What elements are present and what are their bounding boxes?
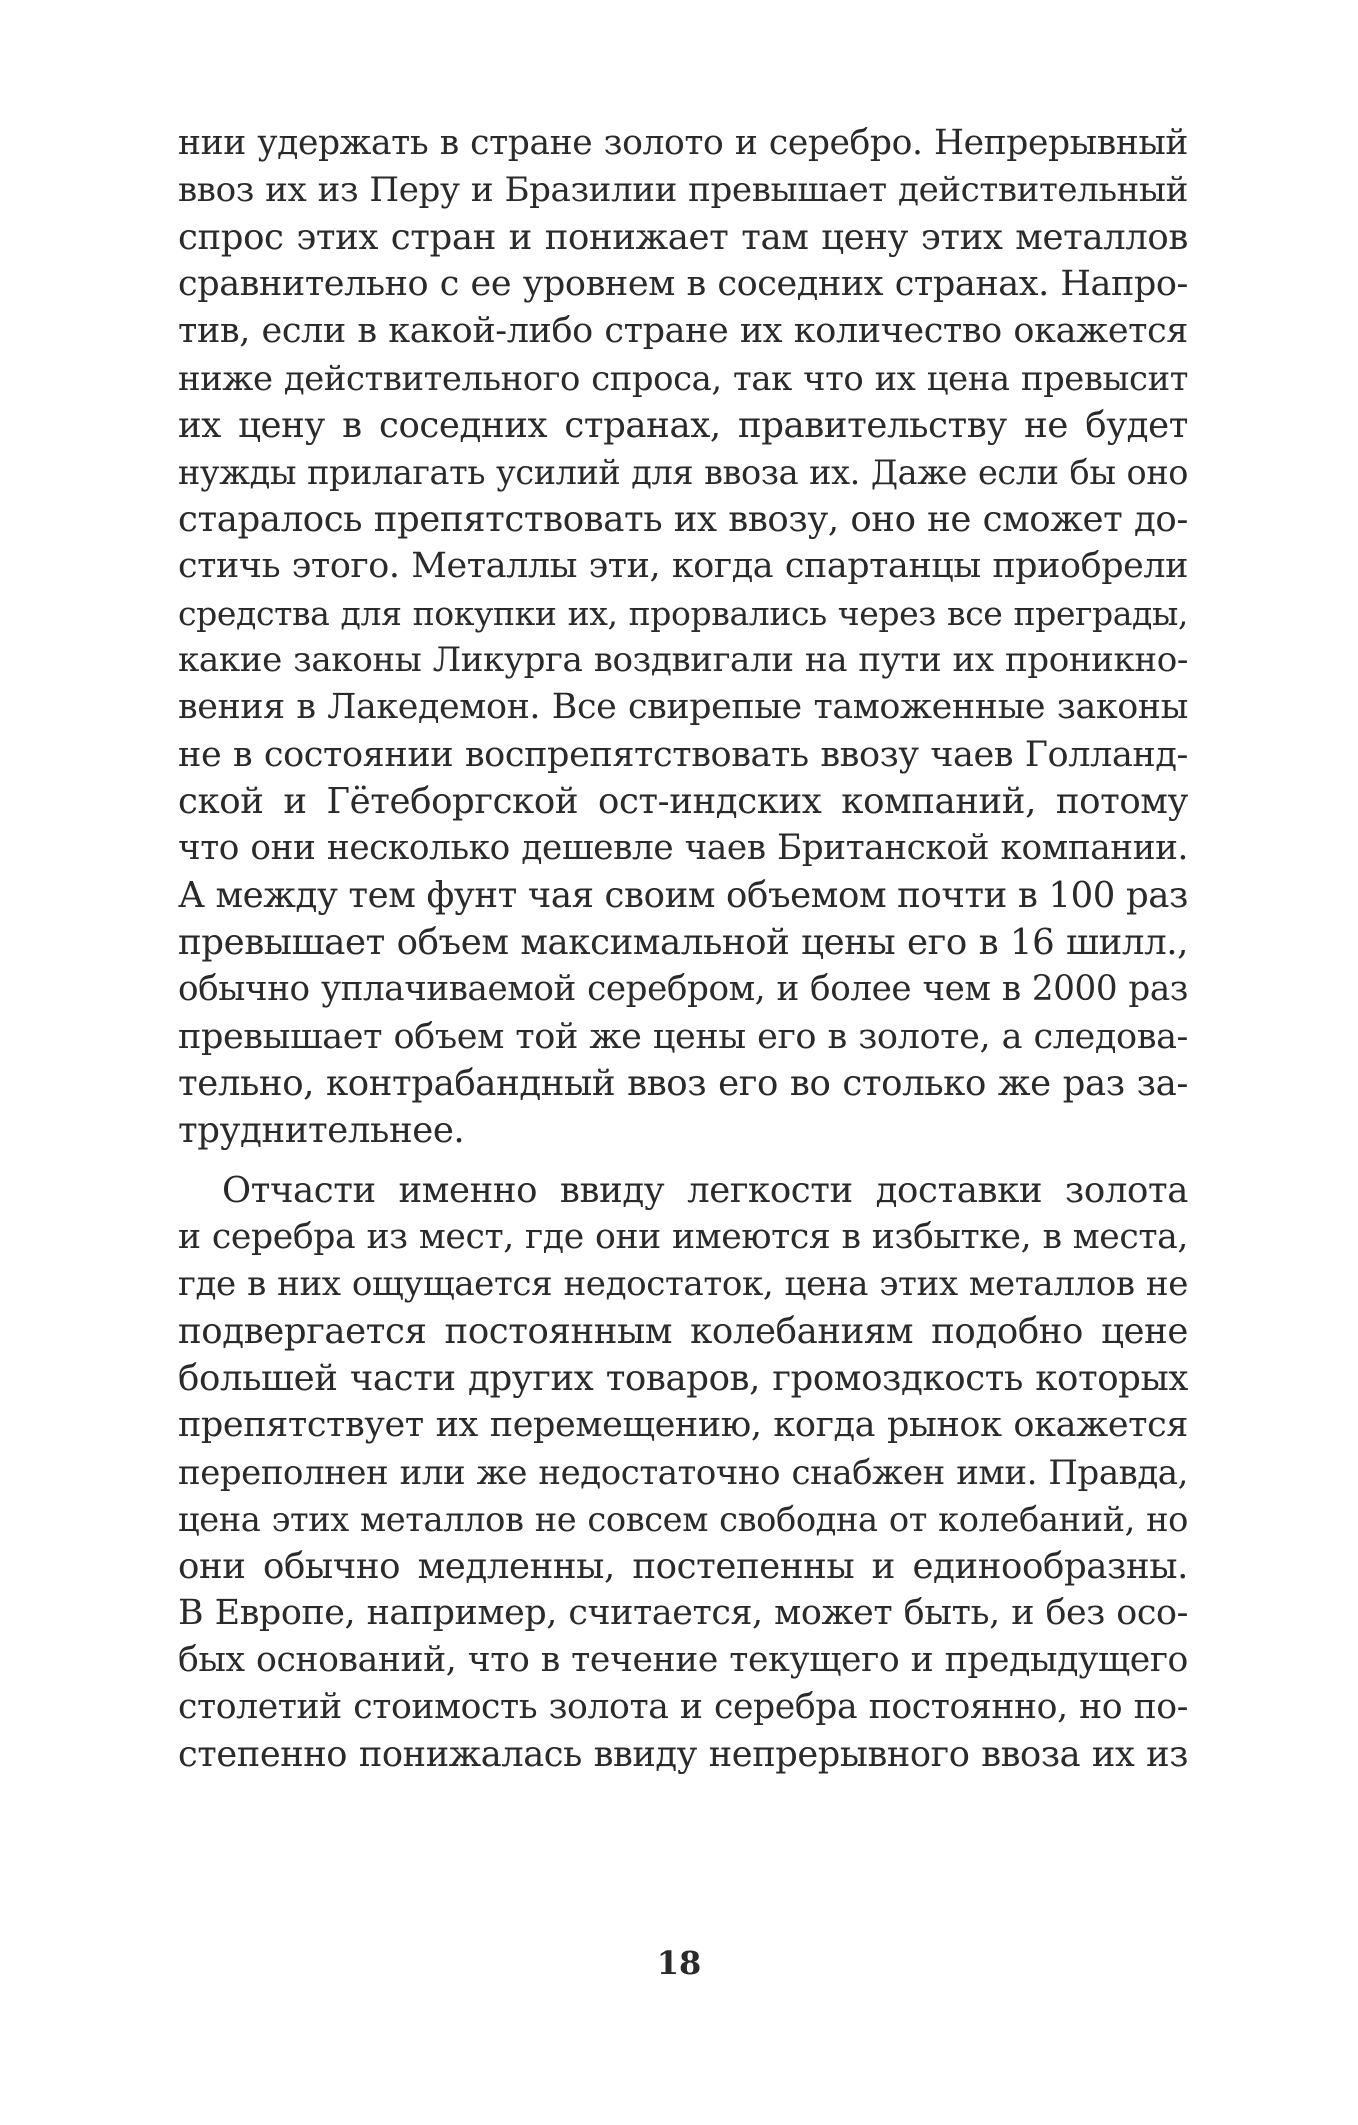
paragraph	[178, 1167, 1188, 1778]
text-line: сравнительно с ее уровнем в соседних странах. Напро-	[178, 264, 1188, 304]
text-line: тив, если в какой-либо стране их количество окажется	[178, 311, 1188, 351]
text-line: старалось препятствовать их ввозу, оно не сможет до-	[178, 499, 1188, 540]
text-line: большей части других товаров, громоздкость которых	[178, 1358, 1188, 1399]
paragraph	[178, 120, 1188, 1154]
text-line: обычно уплачиваемой серебром, и более чем в 2000 раз	[178, 969, 1188, 1009]
text-line: препятствует их перемещению, когда рынок окажется	[178, 1405, 1188, 1445]
text-line: тельно, контрабандный ввоз его во столько же раз за-	[178, 1063, 1188, 1104]
text-line: вения в Лакедемон. Все свирепые таможенные законы	[178, 687, 1188, 727]
text-line: и серебра из мест, где они имеются в избытке, в места,	[178, 1217, 1188, 1257]
text-line: какие законы Ликурга воздвигали на пути их проникно-	[178, 640, 1188, 680]
text-line: что они несколько дешевле чаев Британской компании.	[178, 828, 1188, 868]
text-line: превышает объем той же цены его в золоте, а следова-	[178, 1016, 1188, 1057]
text-line: превышает объем максимальной цены его в 16 шилл.,	[178, 922, 1188, 963]
text-line: степенно понижалась ввиду непрерывного ввоза их из	[178, 1734, 1188, 1775]
text-line: труднительнее.	[178, 1110, 465, 1151]
text-line: нии удержать в стране золото и серебро. Непрерывный	[178, 123, 1188, 163]
text-line: где в них ощущается недостаток, цена этих металлов не	[178, 1264, 1188, 1304]
text-line: нужды прилагать усилий для ввоза их. Даже если бы оно	[178, 453, 1188, 492]
text-line: они обычно медленны, постепенны и единообразны.	[178, 1546, 1188, 1587]
paragraph-gap	[178, 1154, 1188, 1167]
page-number: 18	[656, 1944, 702, 1982]
text-line: столетий стоимость золота и серебра постоянно, но по-	[178, 1687, 1188, 1727]
text-line: их цену в соседних странах, правительству не будет	[178, 405, 1188, 446]
text-line: переполнен или же недостаточно снабжен ими. Правда,	[178, 1453, 1188, 1492]
text-line: не в состоянии воспрепятствовать ввозу чаев Голланд-	[178, 734, 1188, 775]
text-line: спрос этих стран и понижает там цену этих металлов	[178, 217, 1188, 258]
text-line: стичь этого. Металлы эти, когда спартанцы приобрели	[178, 546, 1188, 586]
text-line: ской и Гётеборгской ост-индских компаний, потому	[178, 781, 1188, 822]
text-line: средства для покупки их, прорвались через все преграды,	[178, 594, 1188, 633]
text-line: цена этих металлов не совсем свободна от колебаний, но	[178, 1500, 1188, 1539]
text-line: ниже действительного спроса, так что их цена превысит	[178, 359, 1188, 398]
text-line: бых оснований, что в течение текущего и предыдущего	[178, 1640, 1188, 1680]
body-text	[178, 120, 1188, 1778]
text-line: А между тем фунт чая своим объемом почти в 100 раз	[178, 875, 1188, 916]
text-line: ввоз их из Перу и Бразилии превышает действительный	[178, 170, 1188, 210]
text-line: подвергается постоянным колебаниям подобно цене	[178, 1311, 1188, 1352]
text-line: Отчасти именно ввиду легкости доставки золота	[222, 1170, 1188, 1211]
text-line: В Европе, например, считается, может быть, и без осо-	[178, 1593, 1188, 1633]
